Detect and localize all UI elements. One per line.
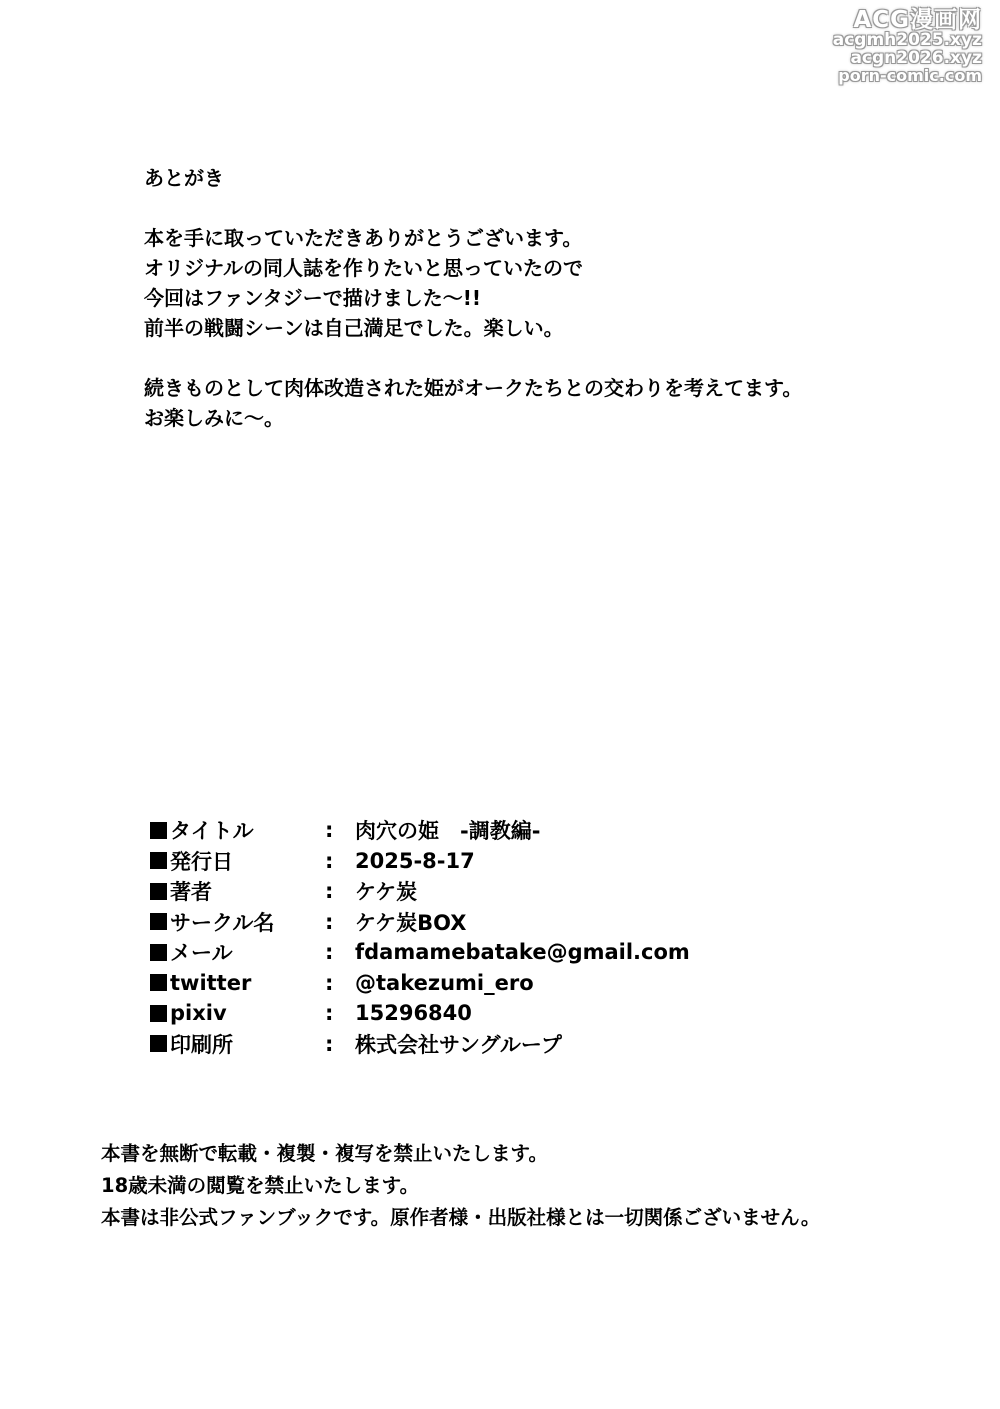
colophon-value: 肉穴の姫 -調教編-	[355, 819, 541, 844]
bullet-square-icon	[150, 944, 167, 961]
afterword-line: 本を手に取っていただきありがとうございます。	[144, 226, 583, 250]
colophon-row-mail	[150, 937, 690, 968]
bullet-square-icon	[150, 822, 167, 839]
colophon-value: @takezumi_ero	[355, 970, 534, 995]
colophon-label: 印刷所	[170, 1032, 233, 1057]
colophon-label: pixiv	[170, 1001, 227, 1026]
bullet-square-icon	[150, 974, 167, 991]
colophon-separator: :	[325, 818, 334, 843]
colophon-value: 15296840	[355, 1001, 472, 1026]
colophon-value: fdamamebatake@gmail.com	[355, 940, 690, 965]
afterword-line: 今回はファンタジーで描けました〜!!	[144, 286, 482, 310]
watermark-line: porn-comic.com	[838, 65, 982, 85]
legal-notice	[101, 1138, 820, 1234]
colophon-separator: :	[325, 1031, 334, 1056]
colophon-separator: :	[325, 848, 334, 873]
colophon-separator: :	[325, 879, 334, 904]
colophon-value: ケケ炭	[355, 880, 418, 905]
colophon-row-pixiv	[150, 998, 690, 1029]
colophon-row-twitter	[150, 968, 690, 999]
bullet-square-icon	[150, 883, 167, 900]
colophon-row-title	[150, 815, 690, 846]
colophon-value: 2025-8-17	[355, 848, 475, 873]
colophon-label: 著者	[170, 880, 212, 905]
afterword-line: 続きものとして肉体改造された姫がオークたちとの交わりを考えてます。	[144, 376, 803, 400]
colophon-value: 株式会社サングループ	[355, 1032, 562, 1057]
bullet-square-icon	[150, 1005, 167, 1022]
colophon-row-author	[150, 876, 690, 907]
afterword-line: オリジナルの同人誌を作りたいと思っていたので	[144, 256, 583, 280]
colophon-row-circle	[150, 907, 690, 938]
colophon-row-date	[150, 846, 690, 877]
notice-line: 本書は非公式ファンブックです。原作者様・出版社様とは一切関係ございません。	[101, 1206, 821, 1229]
colophon-label: サークル名	[170, 910, 275, 935]
colophon-separator: :	[325, 970, 334, 995]
colophon-table	[150, 815, 690, 1059]
notice-line: 18歳未満の閲覧を禁止いたします。	[101, 1174, 420, 1197]
watermark-line: ACG漫画网	[853, 7, 982, 33]
colophon-value: ケケ炭BOX	[355, 910, 467, 935]
colophon-row-printer	[150, 1029, 690, 1060]
afterword-section	[144, 163, 802, 433]
colophon-separator: :	[325, 940, 334, 965]
afterword-paragraph	[144, 373, 802, 433]
afterword-line: 前半の戦闘シーンは自己満足でした。楽しい。	[144, 316, 564, 340]
watermark-line: acgn2026.xyz	[850, 47, 982, 68]
bullet-square-icon	[150, 913, 167, 930]
notice-line: 本書を無断で転載・複製・複写を禁止いたします。	[101, 1142, 548, 1165]
colophon-label: 発行日	[170, 849, 233, 874]
colophon-separator: :	[325, 1001, 334, 1026]
watermark-line: acgmh2025.xyz	[832, 30, 982, 51]
afterword-line: お楽しみに〜。	[144, 406, 284, 430]
bullet-square-icon	[150, 852, 167, 869]
colophon-label: タイトル	[170, 819, 254, 844]
colophon-label: twitter	[170, 970, 252, 995]
colophon-label: メール	[170, 941, 233, 966]
afterword-heading: あとがき	[144, 166, 224, 190]
colophon-separator: :	[325, 909, 334, 934]
afterword-paragraph	[144, 223, 802, 343]
bullet-square-icon	[150, 1035, 167, 1052]
site-watermark	[833, 8, 982, 85]
